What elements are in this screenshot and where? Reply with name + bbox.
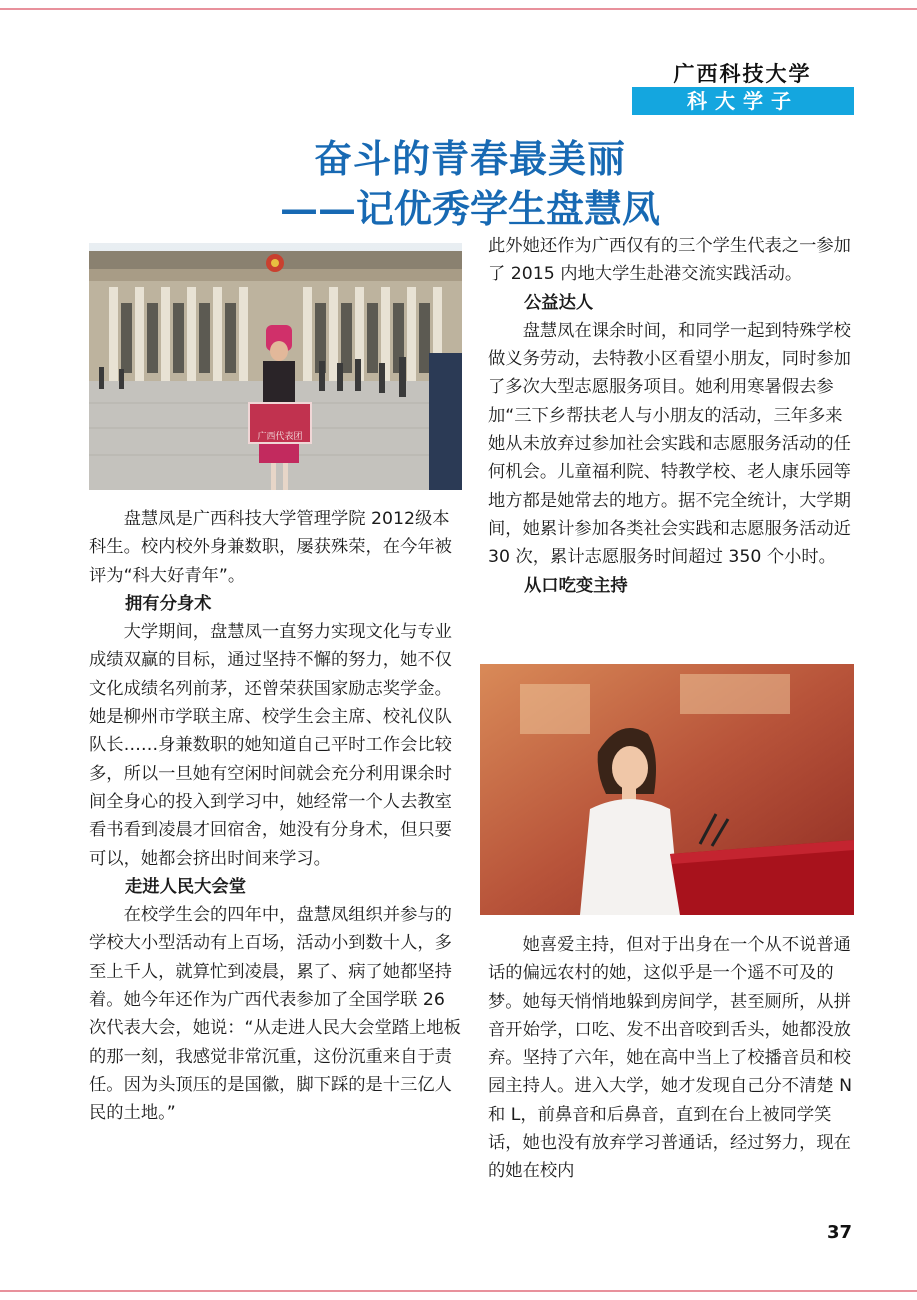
- section-heading-1: 拥有分身术: [125, 593, 212, 614]
- section-heading-2: 走进人民大会堂: [125, 876, 246, 897]
- photo-podium-speech: [480, 664, 854, 915]
- intro-paragraph: 盘慧凤是广西科技大学管理学院 2012级本科生。校内校外身兼数职，屡获殊荣，在今年被评为“科大好青年”。: [89, 509, 452, 586]
- section-4-paragraph: 她喜爱主持，但对于出身在一个从不说普通话的偏远农村的她，这似乎是一个遥不可及的梦。她每天悄悄地躲到房间学，甚至厕所，从拼音开始学，口吃、发不出音咬到舌头，她都没放弃。坚持了六年，她在高中当上了校播音员和校园主持人。进入大学，她才发现自己分不清楚 N 和 L，前鼻音和后鼻音，直到在台上被同学笑话，她也没有放弃学习普通话，经过努力，现在的她在校内: [488, 935, 853, 1182]
- sign-text: 广西代表团: [257, 432, 303, 442]
- article-column-3: [488, 931, 858, 1186]
- bottom-border-line: [0, 1290, 917, 1292]
- article-column-2: [488, 232, 858, 600]
- page-number: 37: [826, 1222, 852, 1243]
- continuation-paragraph: 此外她还作为广西仅有的三个学生代表之一参加了 2015 内地大学生赴港交流实践活动。: [488, 236, 851, 285]
- school-name: 广西科技大学: [673, 62, 812, 86]
- top-border-line: [0, 8, 917, 10]
- section-1-paragraph: 大学期间，盘慧凤一直努力实现文化与专业成绩双赢的目标，通过坚持不懈的努力，她不仅文化成绩名列前茅，还曾荣获国家励志奖学金。她是柳州市学联主席、校学生会主席、校礼仪队队长……身兼数职的她知道自己平时工作会比较多，所以一旦她有空闲时间就会充分利用课余时间全身心的投入到学习中，她经常一个人去教室看书看到凌晨才回宿舍，她没有分身术，但只要可以，她都会挤出时间来学习。: [89, 622, 452, 869]
- section-heading-3: 公益达人: [524, 292, 594, 313]
- column-label: 科大学子: [632, 87, 854, 115]
- article-column-1: [89, 505, 462, 1128]
- article-title: 奋斗的青春最美丽: [313, 136, 626, 181]
- article-subtitle: ——记优秀学生盘慧凤: [280, 186, 661, 231]
- photo-great-hall: [89, 243, 462, 490]
- section-3-paragraph: 盘慧凤在课余时间，和同学一起到特殊学校做义务劳动，去特教小区看望小朋友，同时参加了多次大型志愿服务项目。她利用寒暑假去参加“三下乡帮扶老人与小朋友的活动，三年多来她从未放弃过参加社会实践和志愿服务活动的任何机会。儿童福利院、特教学校、老人康乐园等地方都是她常去的地方。据不完全统计，大学期间，她累计参加各类社会实践和志愿服务活动近 30 次，累计志愿服务时间超过 350 个小时。: [488, 320, 851, 568]
- section-2-paragraph: 在校学生会的四年中，盘慧凤组织并参与的学校大小型活动有上百场，活动小到数十人，多至上千人，就算忙到凌晨，累了、病了她都坚持着。她今年还作为广西代表参加了全国学联 26 次代表大会，她说：“从走进人民大会堂踏上地板的那一刻，我感觉非常沉重，这份沉重来自于责任。因为头顶压的是国徽，脚下踩的是十三亿人民的土地。”: [89, 905, 461, 1124]
- section-heading-4: 从口吃变主持: [524, 575, 628, 596]
